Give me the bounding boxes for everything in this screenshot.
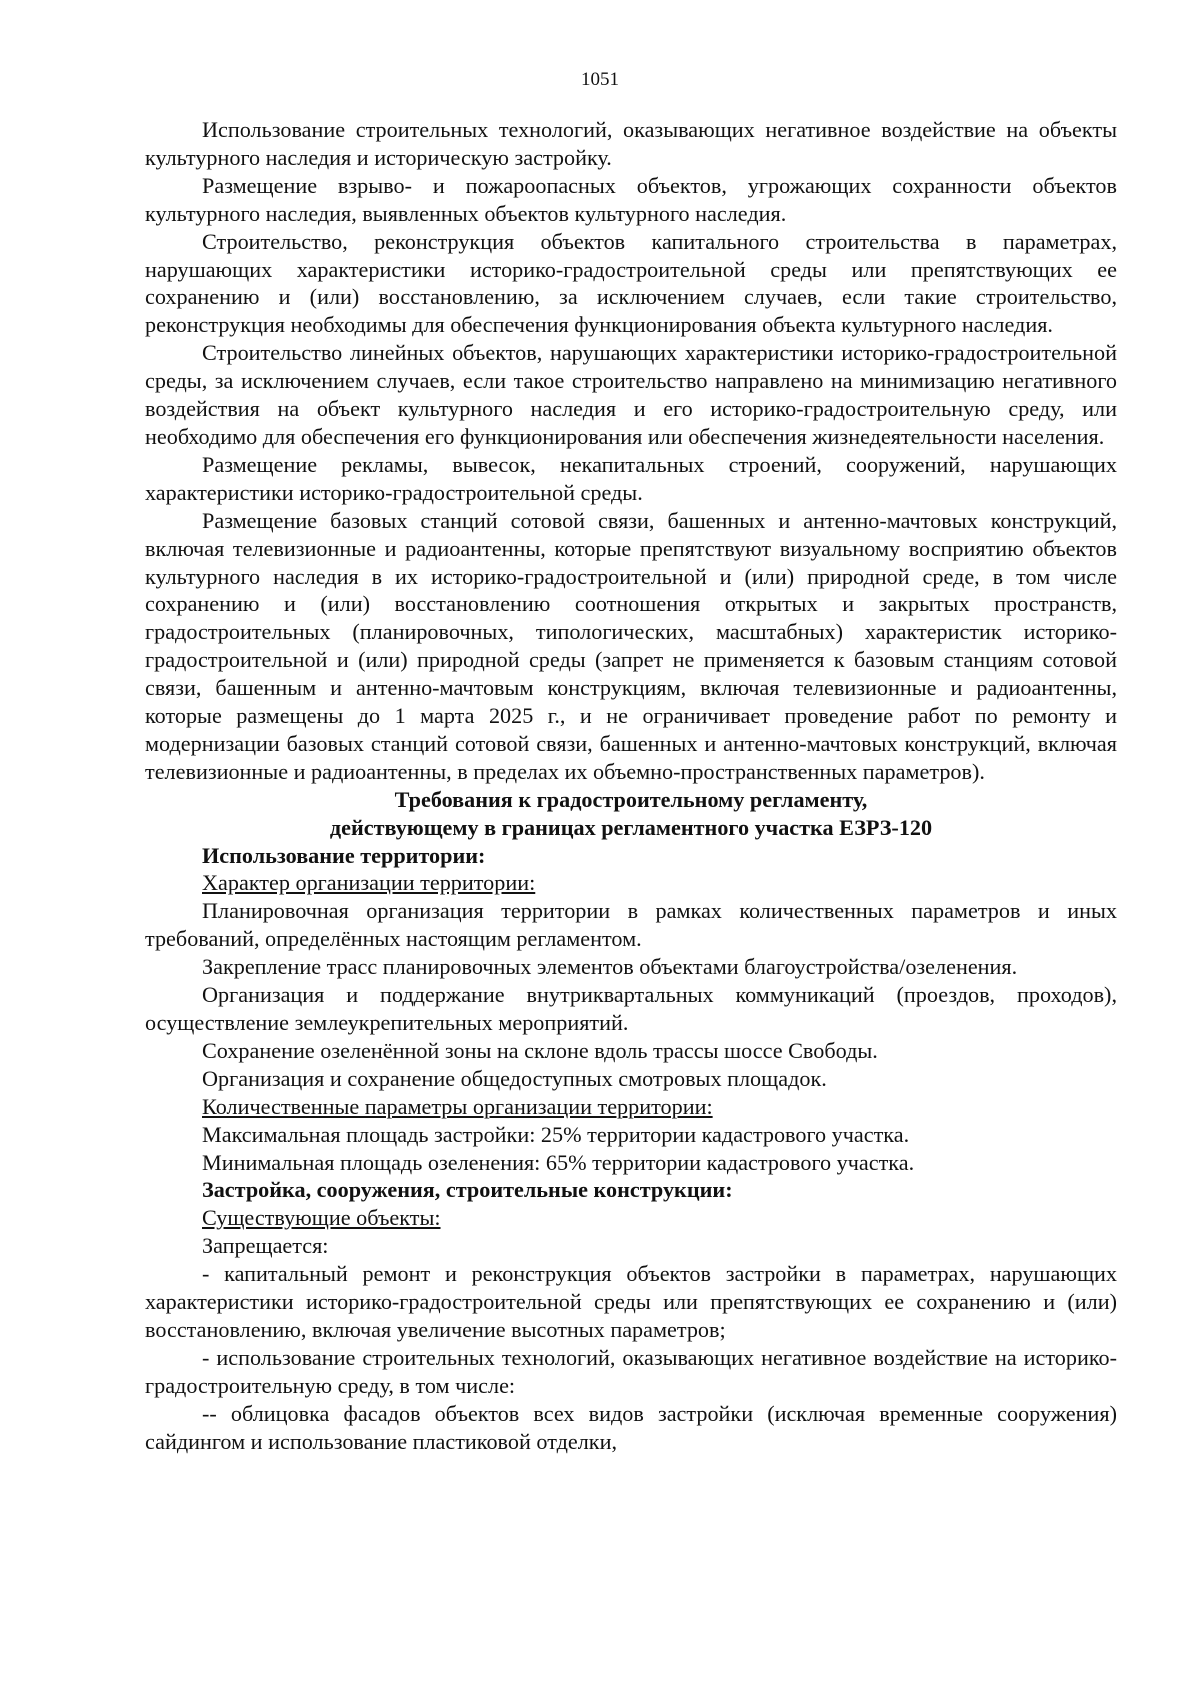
paragraph: Максимальная площадь застройки: 25% территории кадастрового участка. <box>202 1121 910 1147</box>
existing-subheading <box>145 1204 1117 1232</box>
paragraph: Планировочная организация территории в рамках количественных параметров и иных требований, определённых настоящим регламентом. <box>145 898 1117 952</box>
existing-subheading-text: Существующие объекты: <box>202 1205 441 1231</box>
paragraph: Организация и сохранение общедоступных смотровых площадок. <box>202 1065 827 1091</box>
quantitative-subheading-text: Количественные параметры организации территории: <box>202 1093 713 1119</box>
building-heading: Застройка, сооружения, строительные конструкции: <box>202 1177 733 1203</box>
paragraph: Строительство линейных объектов, нарушающих характеристики историко-градостроительной среды, за исключением случаев, если такое строительство направлено на минимизацию негативного воздействия на объект культурного наследия и его историко-градостроительную среду, или необходимо для обеспечения его функционирования или обеспечения жизнедеятельности населения. <box>145 340 1117 449</box>
list-item: - капитальный ремонт и реконструкция объектов застройки в параметрах, нарушающих характеристики историко-градостроительной среды или препятствующих ее сохранению и (или) восстановлению, включая увеличение высотных параметров; <box>145 1261 1117 1342</box>
organization-subheading-text: Характер организации территории: <box>202 870 536 896</box>
page-number: 1051 <box>581 69 619 90</box>
paragraph: Минимальная площадь озеленения: 65% территории кадастрового участка. <box>202 1149 915 1175</box>
paragraph: Запрещается: <box>202 1233 329 1259</box>
paragraph: Закрепление трасс планировочных элементов объектами благоустройства/озеленения. <box>202 954 1018 980</box>
quantitative-subheading <box>145 1093 1117 1121</box>
paragraph: Использование строительных технологий, оказывающих негативное воздействие на объекты культурного наследия и историческую застройку. <box>145 117 1117 170</box>
organization-subheading <box>145 869 1117 897</box>
paragraph: Сохранение озеленённой зоны на склоне вдоль трассы шоссе Свободы. <box>202 1037 878 1063</box>
section-title-line-2: действующему в границах регламентного участка ЕЗРЗ-120 <box>329 814 933 840</box>
document-body <box>145 116 1117 1456</box>
section-title-line-1: Требования к градостроительному регламенту, <box>394 786 868 812</box>
paragraph: Организация и поддержание внутриквартальных коммуникаций (проездов, проходов), осуществление землеукрепительных мероприятий. <box>145 982 1117 1035</box>
paragraph: Размещение базовых станций сотовой связи, башенных и антенно-мачтовых конструкций, включая телевизионные и радиоантенны, которые препятствуют визуальному восприятию объектов культурного наследия в их историко-градостроительной и (или) природной среде, в том числе сохранению и (или) восстановлению соотношения открытых и закрытых пространств, градостроительных (планировочных, типологических, масштабных) характеристик историко-градостроительной и (или) природной среды (запрет не применяется к базовым станциям сотовой связи, башенным и антенно-мачтовым конструкциям, включая телевизионные и радиоантенны, которые размещены до 1 марта 2025 г., и не ограничивает проведение работ по ремонту и модернизации базовых станций сотовой связи, башенных и антенно-мачтовых конструкций, включая телевизионные и радиоантенны, в пределах их объемно-пространственных параметров). <box>145 507 1117 784</box>
list-item: -- облицовка фасадов объектов всех видов застройки (исключая временные сооружения) сайдингом и использование пластиковой отделки, <box>145 1400 1117 1454</box>
paragraph: Строительство, реконструкция объектов капитального строительства в параметрах, нарушающих характеристики историко-градостроительной среды или препятствующих ее сохранению и (или) восстановлению, за исключением случаев, если такие строительство, реконструкция необходимы для обеспечения функционирования объекта культурного наследия. <box>145 228 1117 338</box>
territory-heading: Использование территории: <box>202 842 486 868</box>
paragraph: Размещение рекламы, вывесок, некапитальных строений, сооружений, нарушающих характеристики историко-градостроительной среды. <box>145 451 1117 505</box>
list-item: - использование строительных технологий, оказывающих негативное воздействие на историко-градостроительную среду, в том числе: <box>145 1344 1117 1398</box>
paragraph: Размещение взрыво- и пожароопасных объектов, угрожающих сохранности объектов культурного наследия, выявленных объектов культурного наследия. <box>145 172 1117 226</box>
